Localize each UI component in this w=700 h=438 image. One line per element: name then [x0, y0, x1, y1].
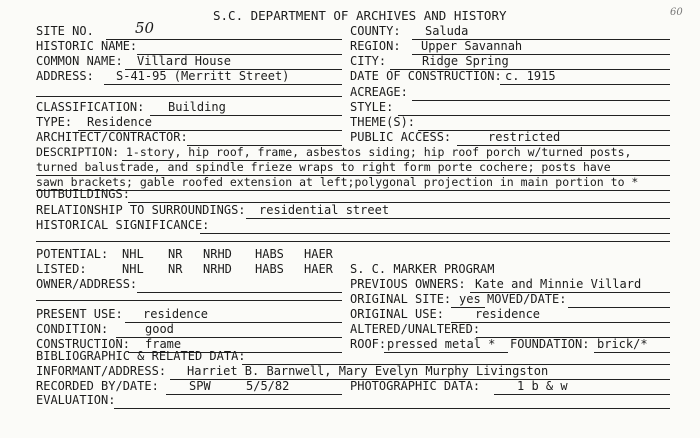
potential-nhl: NHL: [122, 247, 144, 261]
site-no-line: [106, 39, 342, 40]
photographic-data-line: [494, 394, 670, 395]
common-name-value: Villard House: [137, 54, 231, 68]
city-value: Ridge Spring: [422, 54, 509, 68]
moved-date-label: MOVED/DATE:: [487, 292, 567, 306]
recorded-by-line: [166, 394, 342, 395]
moved-date-line: [568, 307, 670, 308]
recorded-by-value: SPW: [189, 379, 211, 393]
type-value: Residence: [87, 115, 153, 129]
potential-nrhd: NRHD: [203, 247, 232, 261]
foundation-label: FOUNDATION:: [510, 337, 590, 351]
date-of-construction-line: [500, 84, 670, 85]
county-label: COUNTY:: [350, 24, 401, 38]
owner-address-rule: [36, 300, 342, 301]
altered-label: ALTERED/UNALTERED:: [350, 322, 481, 336]
roof-value: pressed metal *: [387, 337, 496, 351]
description-line-3: sawn brackets; gable roofed extension at left;polygonal projection in main portion to *: [36, 175, 639, 189]
site-no-value: 50: [135, 19, 155, 37]
historical-significance-rule: [36, 241, 670, 242]
classification-value: Building: [168, 100, 226, 114]
relationship-line: [246, 218, 670, 219]
original-site-label: ORIGINAL SITE:: [350, 292, 452, 306]
potential-haer: HAER: [304, 247, 333, 261]
style-line: [398, 115, 670, 116]
previous-owners-value: Kate and Minnie Villard: [475, 277, 642, 291]
listed-nhl: NHL: [122, 262, 144, 276]
relationship-label: RELATIONSHIP TO SURROUNDINGS:: [36, 203, 246, 217]
address-value: S-41-95 (Merritt Street): [116, 69, 290, 83]
original-use-value: residence: [475, 307, 541, 321]
city-label: CITY:: [350, 54, 387, 68]
listed-haer: HAER: [304, 262, 333, 276]
evaluation-line: [114, 408, 670, 409]
roof-label: ROOF:: [350, 337, 387, 351]
type-label: TYPE:: [36, 115, 73, 129]
historical-significance-label: HISTORICAL SIGNIFICANCE:: [36, 218, 210, 232]
recorded-date-value: 5/5/82: [246, 379, 290, 393]
original-use-label: ORIGINAL USE:: [350, 307, 444, 321]
potential-habs: HABS: [255, 247, 284, 261]
owner-address-label: OWNER/ADDRESS:: [36, 277, 138, 291]
owner-address-line: [137, 292, 342, 293]
marker-program-label: S. C. MARKER PROGRAM: [350, 262, 495, 276]
evaluation-label: EVALUATION:: [36, 393, 116, 407]
informant-value: Harriet B. Barnwell, Mary Evelyn Murphy Livingston: [187, 364, 549, 378]
listed-nrhd: NRHD: [203, 262, 232, 276]
construction-value: frame: [145, 337, 182, 351]
header-title: S.C. DEPARTMENT OF ARCHIVES AND HISTORY: [213, 8, 507, 23]
listed-label: LISTED:: [36, 262, 87, 276]
foundation-value: brick/*: [597, 337, 648, 351]
recorded-by-label: RECORDED BY/DATE:: [36, 379, 159, 393]
listed-habs: HABS: [255, 262, 284, 276]
address-label: ADDRESS:: [36, 69, 94, 83]
public-access-label: PUBLIC ACCESS:: [350, 130, 452, 144]
condition-value: good: [145, 322, 174, 336]
region-value: Upper Savannah: [421, 39, 523, 53]
description-line-1: 1-story, hip roof, frame, asbestos siding; hip roof porch w/turned posts,: [126, 145, 632, 159]
bibliographic-label: BIBLIOGRAPHIC & RELATED DATA:: [36, 349, 246, 363]
condition-label: CONDITION:: [36, 322, 109, 336]
potential-label: POTENTIAL:: [36, 247, 109, 261]
historic-name-label: HISTORIC NAME:: [36, 39, 138, 53]
region-label: REGION:: [350, 39, 401, 53]
outbuildings-label: OUTBUILDINGS:: [36, 187, 130, 201]
relationship-value: residential street: [259, 203, 390, 217]
date-of-construction-value: c. 1915: [505, 69, 556, 83]
common-name-label: COMMON NAME:: [36, 54, 123, 68]
description-line-2: turned balustrade, and spindle frieze wraps to right form porte cochere; posts have: [36, 160, 611, 174]
informant-label: INFORMANT/ADDRESS:: [36, 364, 167, 378]
construction-label: CONSTRUCTION:: [36, 337, 130, 351]
original-site-value: yes: [459, 292, 481, 306]
site-no-label: SITE NO.: [36, 24, 94, 38]
previous-owners-label: PREVIOUS OWNERS:: [350, 277, 466, 291]
potential-nr: NR: [168, 247, 183, 261]
theme-label: THEME(S):: [350, 115, 416, 129]
style-label: STYLE:: [350, 100, 394, 114]
acreage-label: ACREAGE:: [350, 85, 408, 99]
corner-note: 60: [670, 7, 683, 18]
acreage-line: [412, 100, 670, 101]
photographic-data-value: 1 b & w: [517, 379, 568, 393]
date-of-construction-label: DATE OF CONSTRUCTION:: [350, 69, 502, 83]
present-use-value: residence: [143, 307, 209, 321]
architect-label: ARCHITECT/CONTRACTOR:: [36, 130, 188, 144]
classification-line: [150, 115, 342, 116]
listed-nr: NR: [168, 262, 183, 276]
county-value: Saluda: [425, 24, 469, 38]
roof-line: [384, 352, 508, 353]
original-use-line: [451, 322, 670, 323]
public-access-value: restricted: [488, 130, 561, 144]
photographic-data-label: PHOTOGRAPHIC DATA:: [350, 379, 481, 393]
address-line: [104, 84, 342, 85]
foundation-line: [594, 352, 670, 353]
historical-significance-line: [200, 233, 670, 234]
classification-label: CLASSIFICATION:: [36, 100, 145, 114]
description-label: DESCRIPTION:: [36, 145, 120, 159]
description-rule-3: [36, 190, 670, 191]
present-use-label: PRESENT USE:: [36, 307, 123, 321]
section-divider: [36, 96, 342, 97]
